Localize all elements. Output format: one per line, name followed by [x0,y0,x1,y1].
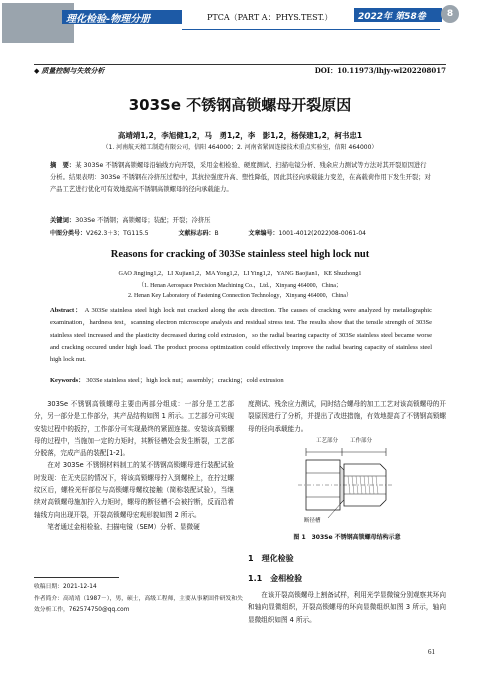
column-label: ◆ 质量控制与失效分析 [34,66,104,76]
figure-label-work: 工作部分 [350,438,373,444]
affiliation-en-line: 2. Henan Key Laboratory of Fastening Connection Technology，Xinyang 464000，China） [128,293,352,299]
footnote-received: 收稿日期：2021-12-14 [34,584,97,590]
article-title-en: Reasons for cracking of 303Se stainless steel high lock nut [110,249,370,260]
figure-label-process: 工艺部分 [316,438,339,444]
page-number: 61 [428,648,435,656]
keywords-cn [50,215,210,224]
clc-label: 中图分类号： [50,230,87,237]
abstract-cn-label: 摘 要： [50,162,76,169]
doc-code-label: 文献标志码： [178,230,215,237]
abstract-en-label: Abstract： [50,307,83,314]
body-paragraph: 303Se 不锈钢高锁螺母主要由两部分组成：一部分是工艺部分，另一部分是工作部分，其产品结构如图 1 所示。工艺部分可实现安装过程中的扳拧，工作部分可实现最终的紧固连接。安装该高锁螺母的过程中，当施加一定的力矩时，其断径槽处会发生断裂，工艺部分脱落，完成产品的装配[1-2]。 [34,400,234,458]
header-year-volume: 2022年 第58卷 [358,12,426,22]
clc-value: V262.3＋3；TG115.5 [86,230,149,237]
authors-cn: 高靖靖1,2，李旭健1,2，马 勇1,2，李 影1,2，杨保建1,2，柯书忠1 [117,131,363,140]
body-paragraph: 笔者通过金相检验、扫描电镜（SEM）分析、显微硬 [47,522,200,531]
keywords-en-label: Keywords： [50,377,85,384]
abstract-en [50,305,432,366]
authors-en: GAO Jingjing1,2，LI Xujian1,2，MA Yong1,2，LI Ying1,2，YANG Baojian1，KE Shuzhong1 [118,270,362,277]
keywords-cn-text: 303Se 不锈钢；高锁螺母；装配；开裂；冷挤压 [75,217,211,224]
nut-structure-figure [288,436,408,526]
keywords-en [50,375,284,384]
body-paragraph: 在对 303Se 不锈钢材料制工的某不锈钢高锁螺母进行装配试验时发现：在无夹层的情况下，将该高锁螺母拧入到螺栓上，在拧过螺纹区后，螺栓光杆部位与高锁螺母螺纹接触（简称装配试验），当继续对高锁螺母施加拧入力矩时，螺母的断径槽不会被拧断，反而沿着轴线方向出现开裂，开裂高锁螺母宏观形貌如图 2 所示。 [34,461,234,519]
affiliation-cn: （1. 河南航天精工制造有限公司，信阳 464000；2. 河南省紧固连接技术重点实验室，信阳 464000） [102,144,378,151]
figure-label-groove: 断径槽 [304,518,321,524]
abstract-en-text: A 303Se stainless steel high lock nut cracked along the axis direction. The causes of cracking were analyzed by metallographic examination，hardness test，scanning electron microscope analysis and residual stress test. The results show that the tensile strength of 303Se stainless steel increased and the plasticity decreased during cold extrusion，so the radial bearing capacity of 303Se stainless steel became worse and cracking occured under high load. The product process optimization could effectively improve the radial bearing capacity of stainless steel high lock nut. [50,307,432,364]
doi: DOI：10.11973/lhjy-wl202208017 [314,66,446,75]
figure-caption: 图 1 303Se 不锈钢高锁螺母结构示意 [293,534,401,541]
column-rule [34,64,446,65]
abstract-cn [50,160,432,196]
header-rule [182,29,440,30]
keywords-cn-label: 关键词： [50,217,76,224]
subsection-heading: 1.1 金相检验 [248,574,303,583]
abstract-cn-text: 某 303Se 不锈钢高锁螺母沿轴线方向开裂，采用金相检验、硬度测试、扫描电镜分析、残余应力测试等方法对其开裂原因进行分析。结果表明：303Se 不锈钢在冷挤压过程中，其抗拉强度升高、塑性降低，因此其径向承载能力变差，在高载荷作用下发生开裂；对产品工艺进行优化可有效地提高不锈钢高锁螺母的径向承载能力。 [50,162,431,193]
article-title-cn: 303Se 不锈钢高锁螺母开裂原因 [128,96,352,114]
article-no-label: 文章编号： [248,230,279,237]
article-no-value: 1001-4012(2022)08-0061-04 [278,230,366,237]
doc-code-value: B [214,230,219,237]
body-right-paragraph: 度测试、残余应力测试，同时结合螺母的加工工艺对该高锁螺母的开裂原因进行了分析，并提出了改进措施，有效地提高了不锈钢高锁螺母的径向承载能力。 [248,400,446,433]
body-right-paragraph: 在该开裂高锁螺母上割备试样，利用光学显微镜分别观察其环向和轴向显微组织，开裂高锁螺母的环向显微组织如图 3 所示，轴向显微组织如图 4 所示。 [248,591,446,624]
header-section-label: 理化检验-物理分册 [66,14,151,25]
classification-line [50,228,366,237]
section-heading: 1 理化检验 [248,554,294,563]
footnote-author-bio: 作者简介：高靖靖（1987－），男，硕士，高级工程师，主要从事紧固件研发和失效分析工作，762574750@qq.com [34,596,243,613]
header-journal-name: PTCA（PART A：PHYS.TEST.） [207,13,333,22]
running-header [0,0,480,46]
affiliation-en-line: （1. Henan Aerospace Precision Machining Co.，Ltd.，Xinyang 464000，China； [138,283,342,289]
footnote-rule [34,577,119,578]
header-issue-number: 8 [441,5,459,23]
body-left-column [34,398,234,533]
keywords-en-text: 303Se stainless steel；high lock nut；assembly；cracking；cold extrusion [86,377,284,384]
